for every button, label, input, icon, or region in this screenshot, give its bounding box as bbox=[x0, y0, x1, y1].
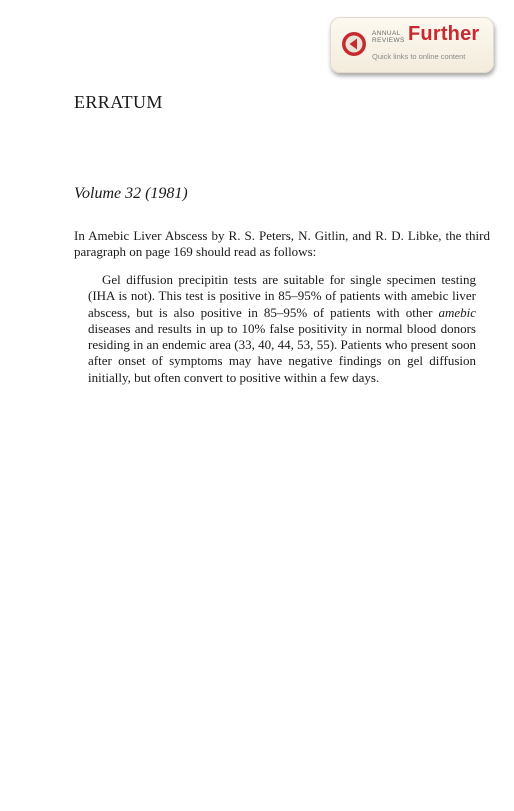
annual-reviews-label-line-1: ANNUAL bbox=[372, 30, 401, 37]
further-tagline: Quick links to online content bbox=[372, 52, 466, 61]
corrected-paragraph-part-1: Gel diffusion precipitin tests are suitable for single specimen testing (IHA is not). This test is positive in 85–95% of patients with amebic liver abscess, but is also positive in 85–95% of patients with other bbox=[88, 272, 476, 320]
corrected-paragraph-emphasis: amebic bbox=[438, 304, 476, 320]
corrected-paragraph bbox=[88, 272, 476, 386]
further-badge[interactable] bbox=[330, 17, 494, 73]
volume-line: Volume 32 (1981) bbox=[74, 185, 188, 202]
further-word: Further bbox=[408, 23, 480, 45]
annual-reviews-label-line-2: REVIEWS bbox=[372, 37, 405, 44]
play-arrow-icon bbox=[341, 31, 367, 57]
page-title: ERRATUM bbox=[74, 92, 163, 112]
intro-paragraph: In Amebic Liver Abscess by R. S. Peters, N. Gitlin, and R. D. Libke, the third paragraph on page 169 should read as follows: bbox=[74, 228, 490, 259]
corrected-paragraph-part-2: diseases and results in up to 10% false positivity in normal blood donors residing in an endemic area (33, 40, 44, 53, 55). Patients who present soon after onset of symptoms may have negative findings on gel diffusion initially, but often convert to positive within a few days. bbox=[88, 320, 476, 385]
